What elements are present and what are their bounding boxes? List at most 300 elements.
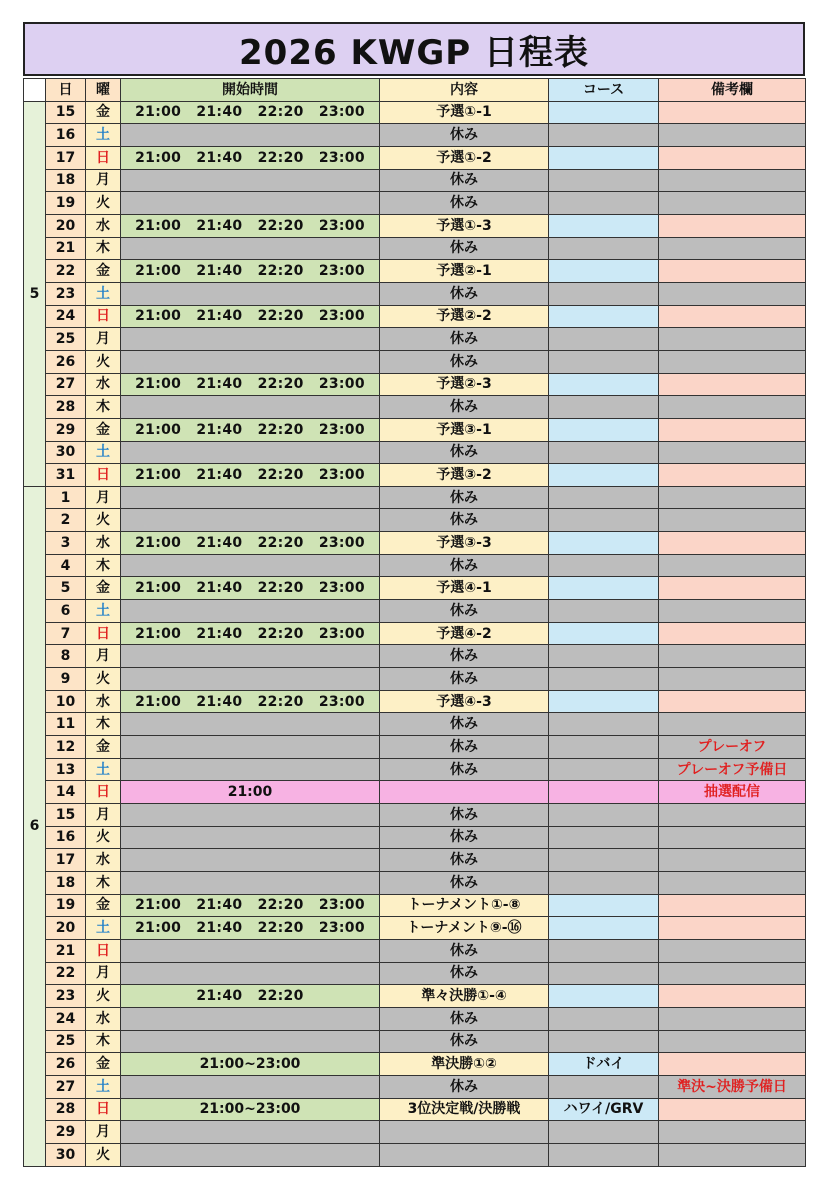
start-time-cell [121,509,380,532]
course-cell [549,373,659,396]
weekday-cell: 火 [86,668,121,691]
day-cell: 14 [46,781,86,804]
start-time-cell: 21:00 21:40 22:20 23:00 [121,373,380,396]
day-cell: 1 [46,486,86,509]
notes-cell [659,237,806,260]
course-cell [549,396,659,419]
weekday-cell: 月 [86,328,121,351]
course-cell [549,1075,659,1098]
start-time-cell: 21:00 21:40 22:20 23:00 [121,894,380,917]
course-cell [549,146,659,169]
course-cell [549,124,659,147]
course-cell [549,554,659,577]
course-cell [549,1121,659,1144]
course-cell [549,781,659,804]
table-row [24,101,806,124]
content-cell: トーナメント⑨-⑯ [380,917,549,940]
table-row [24,849,806,872]
weekday-cell: 土 [86,600,121,623]
content-cell: 休み [380,1007,549,1030]
header-content: 内容 [380,79,549,102]
start-time-cell: 21:00 21:40 22:20 23:00 [121,260,380,283]
header-start-time: 開始時間 [121,79,380,102]
day-cell: 28 [46,396,86,419]
start-time-cell [121,804,380,827]
day-cell: 24 [46,305,86,328]
content-cell: 予選③-2 [380,464,549,487]
notes-cell [659,169,806,192]
course-cell [549,1030,659,1053]
day-cell: 29 [46,418,86,441]
notes-cell: プレーオフ [659,736,806,759]
table-row [24,260,806,283]
table-row [24,894,806,917]
content-cell: 休み [380,849,549,872]
notes-cell [659,985,806,1008]
table-row [24,396,806,419]
table-row [24,237,806,260]
notes-cell [659,441,806,464]
day-cell: 22 [46,260,86,283]
course-cell [549,464,659,487]
weekday-cell: 火 [86,192,121,215]
weekday-cell: 木 [86,554,121,577]
start-time-cell [121,1030,380,1053]
table-row [24,713,806,736]
notes-cell [659,577,806,600]
course-cell [549,1143,659,1166]
notes-cell [659,396,806,419]
day-cell: 16 [46,124,86,147]
notes-cell [659,713,806,736]
start-time-cell: 21:00 21:40 22:20 23:00 [121,532,380,555]
weekday-cell: 月 [86,804,121,827]
start-time-cell: 21:00 21:40 22:20 23:00 [121,577,380,600]
month-may: 5 [24,101,46,486]
table-row [24,532,806,555]
start-time-cell [121,736,380,759]
day-cell: 26 [46,1053,86,1076]
notes-cell [659,282,806,305]
day-cell: 28 [46,1098,86,1121]
table-row [24,192,806,215]
content-cell: 休み [380,668,549,691]
weekday-cell: 月 [86,486,121,509]
start-time-cell [121,713,380,736]
month-june: 6 [24,486,46,1166]
content-cell: 休み [380,645,549,668]
content-cell: 休み [380,826,549,849]
notes-cell [659,1143,806,1166]
notes-cell [659,849,806,872]
day-cell: 11 [46,713,86,736]
notes-cell [659,622,806,645]
content-cell: 休み [380,804,549,827]
weekday-cell: 土 [86,441,121,464]
table-row [24,554,806,577]
table-row [24,871,806,894]
notes-cell [659,486,806,509]
weekday-cell: 金 [86,101,121,124]
course-cell [549,690,659,713]
course-cell [549,101,659,124]
content-cell: 準決勝①② [380,1053,549,1076]
start-time-cell [121,600,380,623]
table-row [24,577,806,600]
table-row [24,690,806,713]
course-cell [549,305,659,328]
table-row [24,282,806,305]
course-cell [549,713,659,736]
table-row [24,781,806,804]
content-cell: 休み [380,758,549,781]
course-cell [549,532,659,555]
table-row [24,509,806,532]
notes-cell [659,917,806,940]
start-time-cell [121,758,380,781]
header-course: コース [549,79,659,102]
notes-cell [659,554,806,577]
weekday-cell: 火 [86,985,121,1008]
course-cell [549,645,659,668]
course-cell [549,486,659,509]
day-cell: 8 [46,645,86,668]
weekday-cell: 日 [86,622,121,645]
course-cell [549,985,659,1008]
notes-cell [659,1007,806,1030]
day-cell: 15 [46,101,86,124]
weekday-cell: 金 [86,736,121,759]
course-cell [549,736,659,759]
content-cell: 休み [380,486,549,509]
day-cell: 23 [46,282,86,305]
course-cell [549,871,659,894]
content-cell: 予選④-2 [380,622,549,645]
table-row [24,600,806,623]
day-cell: 27 [46,373,86,396]
course-cell [549,169,659,192]
day-cell: 23 [46,985,86,1008]
notes-cell [659,894,806,917]
day-cell: 26 [46,350,86,373]
day-cell: 19 [46,894,86,917]
weekday-cell: 月 [86,169,121,192]
header-month-blank [24,79,46,102]
table-row [24,1053,806,1076]
weekday-cell: 火 [86,350,121,373]
table-row [24,1075,806,1098]
notes-cell [659,871,806,894]
course-cell [549,917,659,940]
table-row [24,328,806,351]
day-cell: 15 [46,804,86,827]
notes-cell [659,1098,806,1121]
content-cell: 予選②-2 [380,305,549,328]
day-cell: 7 [46,622,86,645]
course-cell [549,418,659,441]
notes-cell [659,1053,806,1076]
notes-cell [659,1030,806,1053]
day-cell: 20 [46,214,86,237]
table-row [24,1143,806,1166]
content-cell: 休み [380,713,549,736]
content-cell [380,781,549,804]
table-row [24,1098,806,1121]
start-time-cell: 21:00 21:40 22:20 23:00 [121,101,380,124]
content-cell: 休み [380,871,549,894]
day-cell: 2 [46,509,86,532]
notes-cell [659,826,806,849]
content-cell: 予選④-1 [380,577,549,600]
weekday-cell: 日 [86,939,121,962]
day-cell: 4 [46,554,86,577]
table-row [24,917,806,940]
content-cell: 休み [380,554,549,577]
start-time-cell [121,668,380,691]
content-cell: 予選④-3 [380,690,549,713]
table-row [24,804,806,827]
day-cell: 22 [46,962,86,985]
content-cell: 休み [380,962,549,985]
start-time-cell [121,192,380,215]
notes-cell [659,1121,806,1144]
weekday-cell: 金 [86,260,121,283]
weekday-cell: 火 [86,826,121,849]
weekday-cell: 水 [86,1007,121,1030]
weekday-cell: 日 [86,464,121,487]
notes-cell [659,804,806,827]
header-day: 日 [46,79,86,102]
content-cell: 3位決定戦/決勝戦 [380,1098,549,1121]
content-cell: 予選①-3 [380,214,549,237]
notes-cell [659,124,806,147]
weekday-cell: 土 [86,282,121,305]
weekday-cell: 土 [86,1075,121,1098]
weekday-cell: 月 [86,1121,121,1144]
content-cell: 予選①-2 [380,146,549,169]
table-row [24,464,806,487]
start-time-cell: 21:00 21:40 22:20 23:00 [121,146,380,169]
content-cell: 休み [380,169,549,192]
course-cell [549,758,659,781]
content-cell: 予選③-3 [380,532,549,555]
notes-cell [659,645,806,668]
notes-cell [659,328,806,351]
weekday-cell: 水 [86,690,121,713]
day-cell: 18 [46,169,86,192]
header-notes: 備考欄 [659,79,806,102]
course-cell [549,260,659,283]
day-cell: 13 [46,758,86,781]
weekday-cell: 日 [86,146,121,169]
notes-cell [659,260,806,283]
page-title: 2026 KWGP 日程表 [23,22,805,76]
table-row [24,736,806,759]
start-time-cell [121,441,380,464]
start-time-cell [121,124,380,147]
weekday-cell: 日 [86,1098,121,1121]
weekday-cell: 月 [86,962,121,985]
start-time-cell [121,826,380,849]
notes-cell [659,146,806,169]
notes-cell [659,962,806,985]
day-cell: 29 [46,1121,86,1144]
day-cell: 24 [46,1007,86,1030]
weekday-cell: 金 [86,577,121,600]
course-cell [549,350,659,373]
content-cell [380,1121,549,1144]
table-row [24,305,806,328]
course-cell [549,804,659,827]
day-cell: 9 [46,668,86,691]
start-time-cell [121,396,380,419]
day-cell: 5 [46,577,86,600]
content-cell: 予選①-1 [380,101,549,124]
weekday-cell: 火 [86,1143,121,1166]
table-row [24,668,806,691]
course-cell [549,441,659,464]
start-time-cell [121,554,380,577]
start-time-cell [121,1075,380,1098]
course-cell [549,849,659,872]
schedule-table [23,78,806,1167]
notes-cell [659,464,806,487]
day-cell: 17 [46,849,86,872]
day-cell: 10 [46,690,86,713]
content-cell: 予選②-1 [380,260,549,283]
course-cell [549,600,659,623]
day-cell: 16 [46,826,86,849]
notes-cell [659,668,806,691]
start-time-cell [121,645,380,668]
content-cell: トーナメント①-⑧ [380,894,549,917]
table-row [24,645,806,668]
table-row [24,124,806,147]
weekday-cell: 土 [86,124,121,147]
day-cell: 25 [46,328,86,351]
notes-cell [659,101,806,124]
notes-cell [659,939,806,962]
day-cell: 17 [46,146,86,169]
start-time-cell [121,350,380,373]
table-row [24,350,806,373]
table-row [24,1121,806,1144]
course-cell: ハワイ/GRV [549,1098,659,1121]
start-time-cell [121,849,380,872]
course-cell [549,894,659,917]
start-time-cell: 21:00~23:00 [121,1098,380,1121]
weekday-cell: 火 [86,509,121,532]
day-cell: 12 [46,736,86,759]
content-cell: 予選②-3 [380,373,549,396]
day-cell: 3 [46,532,86,555]
day-cell: 31 [46,464,86,487]
weekday-cell: 水 [86,373,121,396]
start-time-cell: 21:00 21:40 22:20 23:00 [121,418,380,441]
start-time-cell: 21:00 21:40 22:20 23:00 [121,690,380,713]
weekday-cell: 水 [86,214,121,237]
weekday-cell: 日 [86,305,121,328]
start-time-cell [121,169,380,192]
table-row [24,1007,806,1030]
course-cell [549,237,659,260]
start-time-cell [121,871,380,894]
notes-cell: プレーオフ予備日 [659,758,806,781]
weekday-cell: 木 [86,396,121,419]
notes-cell [659,509,806,532]
weekday-cell: 金 [86,418,121,441]
weekday-cell: 水 [86,532,121,555]
course-cell [549,939,659,962]
notes-cell [659,532,806,555]
start-time-cell [121,939,380,962]
start-time-cell [121,237,380,260]
header-weekday: 曜 [86,79,121,102]
content-cell: 休み [380,600,549,623]
day-cell: 21 [46,939,86,962]
weekday-cell: 土 [86,917,121,940]
course-cell [549,214,659,237]
notes-cell [659,418,806,441]
weekday-cell: 日 [86,781,121,804]
notes-cell [659,192,806,215]
start-time-cell [121,962,380,985]
content-cell: 休み [380,441,549,464]
weekday-cell: 月 [86,645,121,668]
table-row [24,1030,806,1053]
notes-cell [659,214,806,237]
table-row [24,441,806,464]
day-cell: 30 [46,441,86,464]
course-cell [549,577,659,600]
content-cell: 準々決勝①-④ [380,985,549,1008]
start-time-cell: 21:00 21:40 22:20 23:00 [121,917,380,940]
notes-cell [659,373,806,396]
start-time-cell: 21:00 21:40 22:20 23:00 [121,464,380,487]
table-row [24,962,806,985]
table-row [24,826,806,849]
day-cell: 27 [46,1075,86,1098]
content-cell: 休み [380,124,549,147]
day-cell: 20 [46,917,86,940]
weekday-cell: 土 [86,758,121,781]
course-cell [549,328,659,351]
content-cell: 休み [380,192,549,215]
start-time-cell: 21:00 21:40 22:20 23:00 [121,305,380,328]
content-cell: 休み [380,1075,549,1098]
notes-cell [659,690,806,713]
start-time-cell [121,328,380,351]
notes-cell [659,350,806,373]
table-row [24,214,806,237]
start-time-cell: 21:00~23:00 [121,1053,380,1076]
content-cell: 休み [380,509,549,532]
day-cell: 6 [46,600,86,623]
start-time-cell: 21:00 [121,781,380,804]
notes-cell: 抽選配信 [659,781,806,804]
content-cell: 休み [380,396,549,419]
day-cell: 18 [46,871,86,894]
content-cell: 休み [380,328,549,351]
content-cell: 休み [380,350,549,373]
day-cell: 19 [46,192,86,215]
course-cell [549,826,659,849]
start-time-cell [121,1143,380,1166]
start-time-cell [121,486,380,509]
table-row [24,758,806,781]
course-cell: ドバイ [549,1053,659,1076]
start-time-cell [121,282,380,305]
